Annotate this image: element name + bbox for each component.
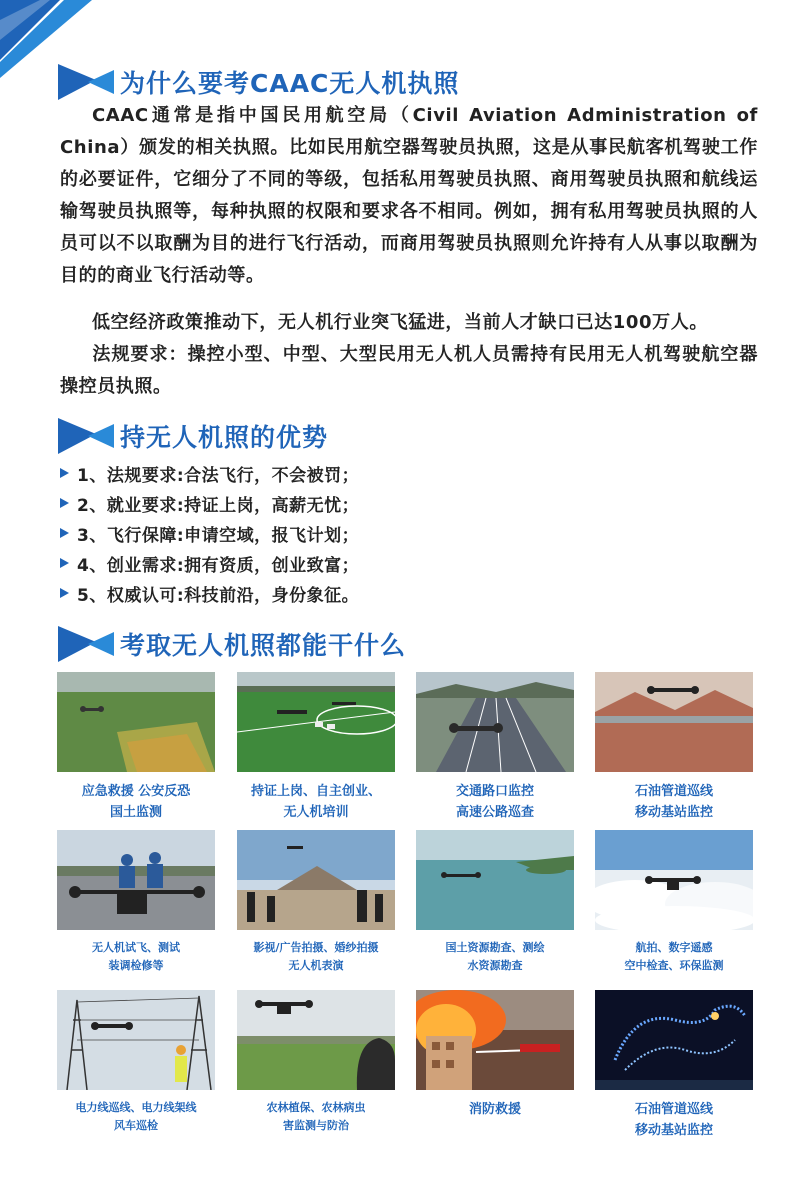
- bullet-triangle-icon: [60, 588, 69, 598]
- use-card: 石油管道巡线 移动基站监控: [595, 672, 753, 823]
- photo-drone-testing: [57, 830, 215, 930]
- talent-gap-text: 低空经济政策推动下，无人机行业突飞猛进，当前人才缺口已达100万人。: [92, 312, 708, 333]
- photo-crop-protection: [237, 990, 395, 1090]
- use-card: 持证上岗、自主创业、 无人机培训: [237, 672, 395, 823]
- section-why-title: 为什么要考CAAC无人机执照: [120, 69, 460, 98]
- list-item: 4、创业需求:拥有资质，创业致富；: [60, 548, 359, 578]
- intro-paragraph: [60, 100, 758, 292]
- bullet-triangle-icon: [60, 498, 69, 508]
- use-card: 影视/广告拍摄、婚纱拍摄 无人机表演: [237, 830, 395, 975]
- section-uses-heading: [58, 626, 406, 662]
- photo-drone-light-show: [595, 990, 753, 1090]
- section-advantages-title: 持无人机照的优势: [120, 423, 329, 452]
- use-card: 国土资源勘查、测绘 水资源勘查: [416, 830, 574, 975]
- photo-power-line-patrol: [57, 990, 215, 1090]
- use-card: 应急救援 公安反恐 国土监测: [57, 672, 215, 823]
- list-item: 1、法规要求:合法飞行，不会被罚；: [60, 458, 359, 488]
- list-item: 2、就业要求:持证上岗，高薪无忧；: [60, 488, 359, 518]
- advantages-list: [60, 458, 359, 608]
- photo-land-survey: [416, 830, 574, 930]
- photo-aerial-remote-sensing: [595, 830, 753, 930]
- section-advantages-heading: [58, 418, 328, 454]
- photo-emergency-rescue: [57, 672, 215, 772]
- list-item: 5、权威认可:科技前沿，身份象征。: [60, 578, 359, 608]
- use-card: 无人机试飞、测试 装调检修等: [57, 830, 215, 975]
- photo-traffic-monitoring: [416, 672, 574, 772]
- photo-drone-training: [237, 672, 395, 772]
- use-card: 消防救援: [416, 990, 574, 1120]
- regulation-text: 法规要求：操控小型、中型、大型民用无人机人员需持有民用无人机驾驶航空器操控员执照。: [60, 344, 758, 397]
- talent-gap-paragraph: [60, 307, 758, 339]
- section-uses-title: 考取无人机照都能干什么: [120, 631, 407, 660]
- use-card: 电力线巡线、电力线架线 风车巡检: [57, 990, 215, 1135]
- section-marker-icon: [58, 64, 120, 100]
- bullet-triangle-icon: [60, 558, 69, 568]
- section-why-heading: [58, 64, 459, 100]
- intro-text: CAAC通常是指中国民用航空局（Civil Aviation Administration of China）颁发的相关执照。比如民用航空器驾驶员执照，这是从事民航客机驾驶工作的必要证件，它细分了不同的等级，包括私用驾驶员执照、商用驾驶员执照和航线运输驾驶员执照等，每种执照的权限和要求各不相同。例如，拥有私用驾驶员执照的人员可以不以取酬为目的进行飞行活动，而商用驾驶员执照则允许持有人从事以取酬为目的的商业飞行活动等。: [60, 105, 758, 286]
- bullet-triangle-icon: [60, 528, 69, 538]
- bullet-triangle-icon: [60, 468, 69, 478]
- use-card: 石油管道巡线 移动基站监控: [595, 990, 753, 1141]
- list-item: 3、飞行保障:申请空域，报飞计划；: [60, 518, 359, 548]
- regulation-paragraph: [60, 339, 758, 403]
- use-card: 农林植保、农林病虫 害监测与防治: [237, 990, 395, 1135]
- use-card: 航拍、数字遥感 空中检查、环保监测: [595, 830, 753, 975]
- photo-fire-rescue: [416, 990, 574, 1090]
- photo-pipeline-patrol: [595, 672, 753, 772]
- section-marker-icon: [58, 626, 120, 662]
- section-marker-icon: [58, 418, 120, 454]
- use-card: 交通路口监控 高速公路巡查: [416, 672, 574, 823]
- photo-film-shooting: [237, 830, 395, 930]
